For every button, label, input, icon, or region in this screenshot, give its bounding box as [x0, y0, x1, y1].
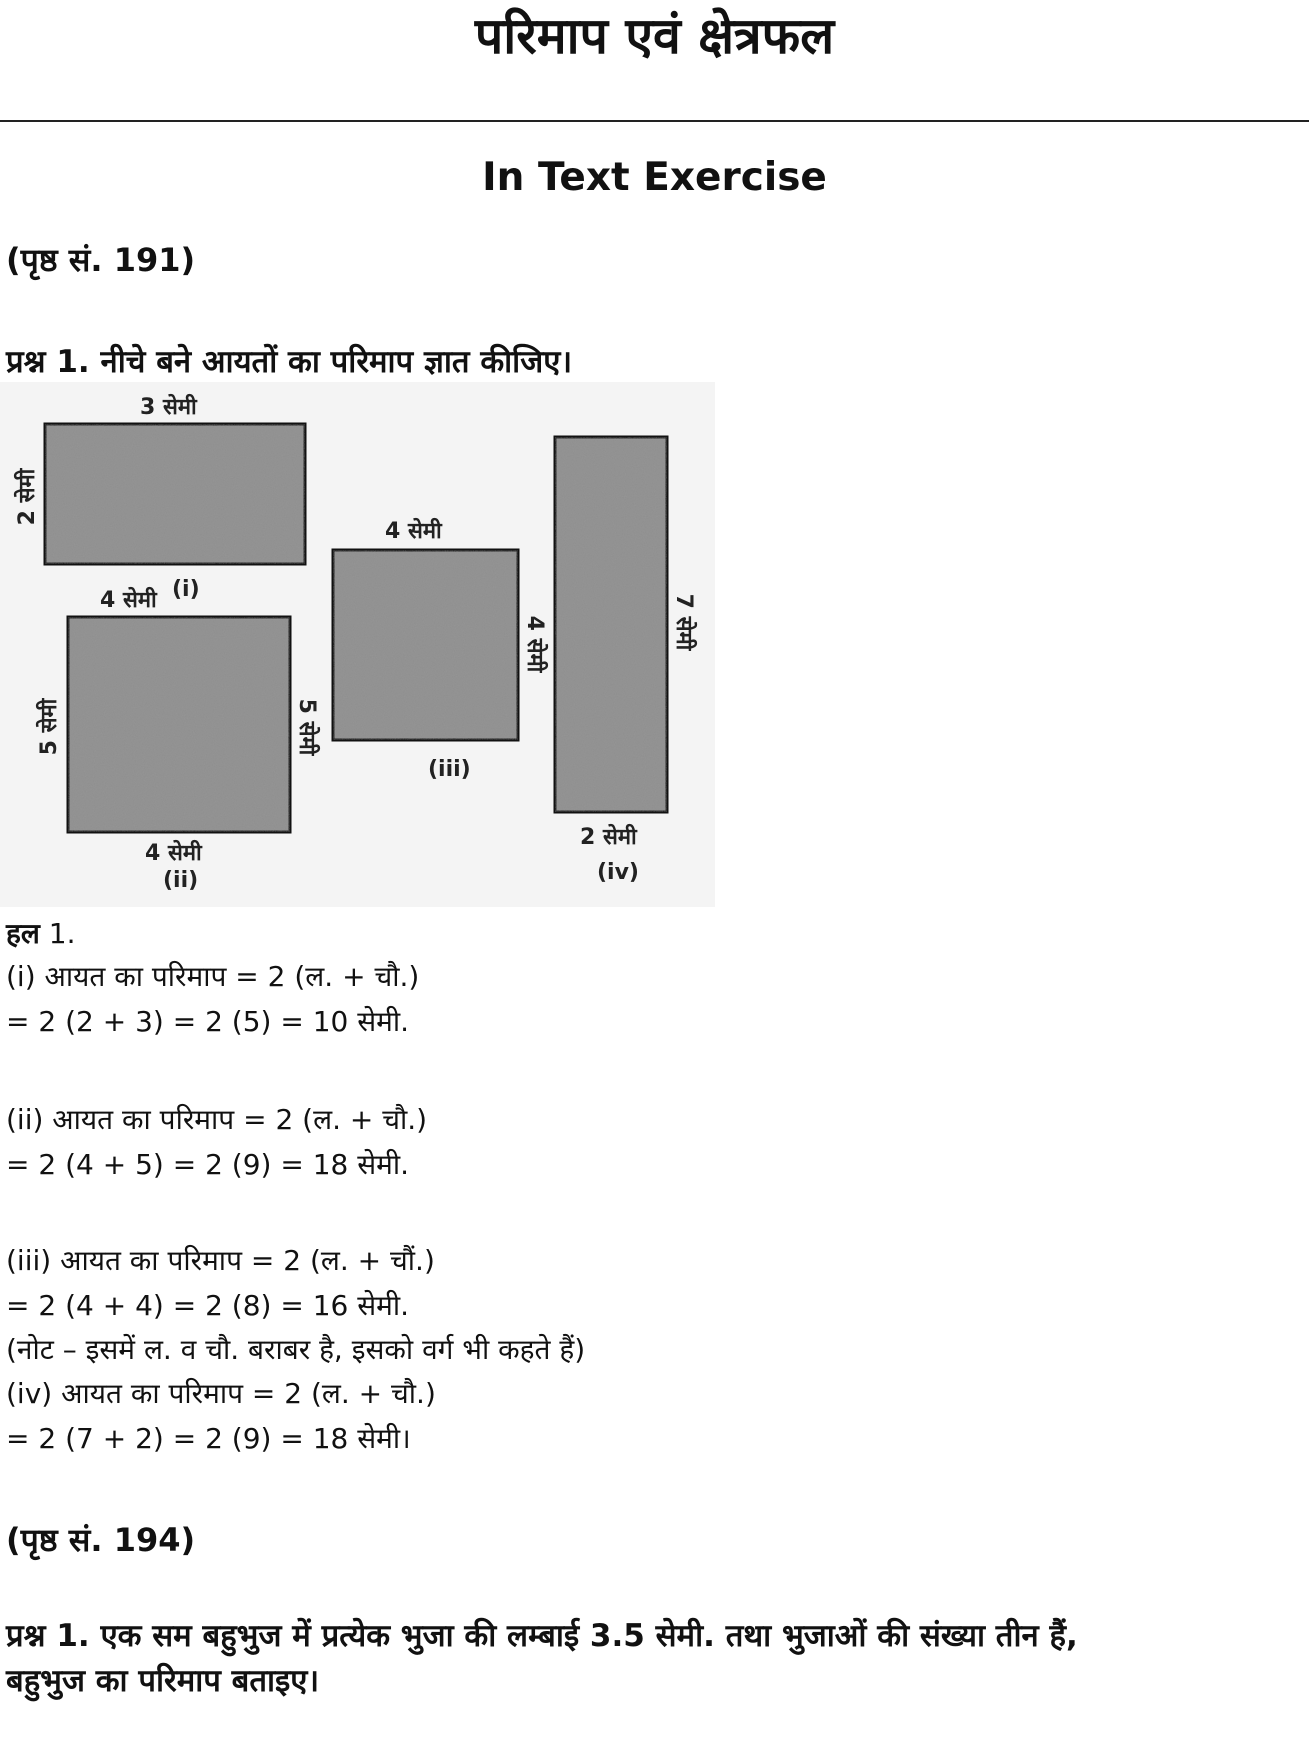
solution-line: = 2 (4 + 4) = 2 (8) = 16 सेमी.	[6, 1289, 410, 1322]
solution-note: (नोट – इसमें ल. व चौ. बराबर है, इसको वर्ग भी कहते हैं)	[6, 1333, 586, 1366]
rect-i-side-label: 2 सेमी	[15, 468, 40, 526]
question-1-text: प्रश्न 1. नीचे बने आयतों का परिमाप ज्ञात कीजिए।	[6, 344, 573, 380]
rect-ii-tag: (ii)	[163, 868, 199, 893]
rect-iv-bottom-label: 2 सेमी	[580, 825, 637, 850]
rect-iii-tag: (iii)	[428, 757, 471, 782]
page-reference-191: (पृष्ठ सं. 191)	[6, 241, 196, 279]
rect-iii-top-label: 4 सेमी	[385, 519, 442, 544]
page-title: परिमाप एवं क्षेत्रफल	[474, 7, 835, 65]
exercise-heading: In Text Exercise	[482, 155, 827, 200]
rect-ii-bottom-label: 4 सेमी	[145, 841, 202, 866]
solution-line: (iii) आयत का परिमाप = 2 (ल. + चौं.)	[6, 1244, 435, 1277]
rect-ii-top-label: 4 सेमी	[100, 588, 157, 613]
rectangle-ii	[68, 617, 290, 832]
rect-i-top-label: 3 सेमी	[140, 395, 197, 420]
solution-label: हल	[6, 917, 40, 950]
rectangle-i	[45, 424, 305, 564]
rectangles-figure	[0, 382, 715, 907]
rect-iv-right-label: 7 सेमी	[671, 593, 696, 651]
rect-iv-tag: (iv)	[597, 860, 639, 885]
question-2-line-2: बहुभुज का परिमाप बताइए।	[6, 1663, 320, 1699]
rect-ii-right-label: 5 सेमी	[294, 698, 319, 756]
rect-iii-right-label: 4 सेमी	[522, 615, 547, 673]
solution-line: (iv) आयत का परिमाप = 2 (ल. + चौ.)	[6, 1377, 436, 1410]
rectangle-iv	[555, 437, 667, 812]
rect-i-tag: (i)	[172, 577, 200, 602]
solution-heading	[6, 914, 75, 954]
question-2-line-1: प्रश्न 1. एक सम बहुभुज में प्रत्येक भुजा की लम्बाई 3.5 सेमी. तथा भुजाओं की संख्या तीन हैं,	[6, 1618, 1078, 1654]
solution-line: = 2 (7 + 2) = 2 (9) = 18 सेमी।	[6, 1422, 411, 1455]
rect-ii-left-label: 5 सेमी	[37, 698, 62, 756]
solution-line: = 2 (2 + 3) = 2 (5) = 10 सेमी.	[6, 1005, 410, 1038]
page-reference-194: (पृष्ठ सं. 194)	[6, 1521, 196, 1559]
solution-line: (ii) आयत का परिमाप = 2 (ल. + चौ.)	[6, 1103, 428, 1136]
solution-line: (i) आयत का परिमाप = 2 (ल. + चौ.)	[6, 960, 420, 993]
solution-line: = 2 (4 + 5) = 2 (9) = 18 सेमी.	[6, 1148, 410, 1181]
title-divider	[0, 120, 1309, 122]
solution-number: 1.	[39, 917, 76, 950]
rectangle-iii	[333, 550, 518, 740]
